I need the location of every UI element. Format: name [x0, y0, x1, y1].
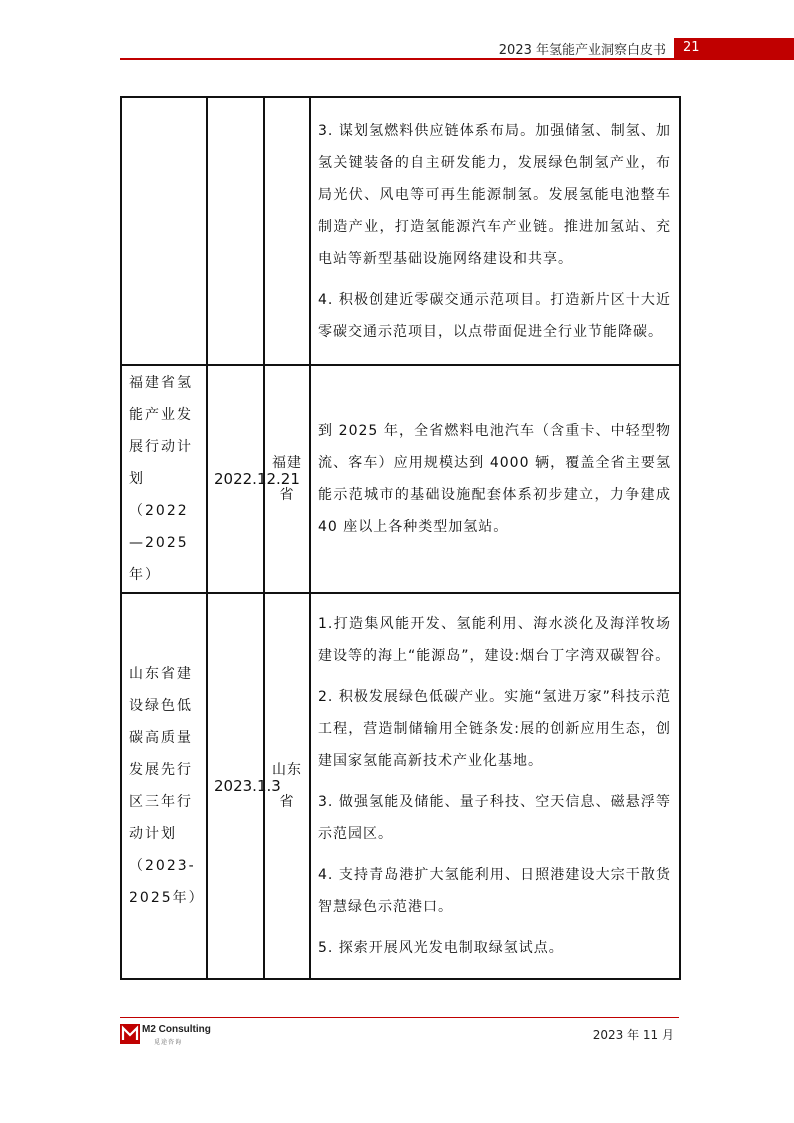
table-row: [121, 365, 680, 593]
issue-date-cell: [207, 97, 264, 365]
region-cell: 福建省: [264, 365, 310, 593]
logo-subtext: 觅途咨询: [154, 1039, 183, 1046]
content-item: 5. 探索开展风光发电制取绿氢试点。: [318, 940, 564, 956]
policy-content-cell: [310, 97, 680, 365]
issue-date-cell: 2023.1.3: [207, 593, 264, 979]
policy-name-cell: [121, 97, 207, 365]
footer-divider: [120, 1017, 679, 1018]
m2-logo-icon: [120, 1024, 140, 1044]
region-cell: 山东省: [264, 593, 310, 979]
content-item: 到 2025 年，全省燃料电池汽车（含重卡、中轻型物流、客车）应用规模达到 4000 辆，覆盖全省主要氢能示范城市的基础设施配套体系初步建立，力争建成 40 座以上各种类型加氢站。: [318, 423, 671, 535]
content-item: 3. 谋划氢燃料供应链体系布局。加强储氢、制氢、加氢关键装备的自主研发能力，发展绿色制氢产业，布局光伏、风电等可再生能源制氢。发展氢能电池整车制造产业，打造氢能源汽车产业链。推进加氢站、充电站等新型基础设施网络建设和共享。: [318, 122, 671, 267]
policy-content-cell: [310, 365, 680, 593]
content-item: 2. 积极发展绿色低碳产业。实施“氢进万家”科技示范工程，营造制储输用全链条发:展的创新应用生态，创建国家氢能高新技术产业化基地。: [318, 689, 671, 769]
content-item: 4. 积极创建近零碳交通示范项目。打造新片区十大近零碳交通示范项目，以点带面促进全行业节能降碳。: [318, 291, 671, 340]
page-number-badge: 21: [674, 38, 794, 58]
logo-text: M2 Consulting: [142, 1024, 211, 1035]
document-title: 2023 年氢能产业洞察白皮书: [498, 43, 666, 58]
content-item: 3. 做强氢能及储能、量子科技、空天信息、磁悬浮等示范园区。: [318, 794, 671, 842]
policy-name-cell: 山东省建设绿色低碳高质量发展先行区三年行动计划（2023-2025年）: [121, 593, 207, 979]
policy-content-cell: [310, 593, 680, 979]
table-row: [121, 97, 680, 365]
issue-date-cell: 2022.12.21: [207, 365, 264, 593]
region-cell: [264, 97, 310, 365]
policy-table: [120, 96, 681, 980]
publish-date: 2023 年 11 月: [592, 1028, 674, 1042]
table-row: [121, 593, 680, 979]
header-divider: [120, 58, 794, 60]
page-header: [0, 38, 794, 58]
policy-name-cell: 福建省氢能产业发展行动计划（2022—2025年）: [121, 365, 207, 593]
content-item: 1.打造集风能开发、氢能利用、海水淡化及海洋牧场建设等的海上“能源岛”，建设:烟台丁字湾双碳智谷。: [318, 616, 671, 664]
content-item: 4. 支持青岛港扩大氢能利用、日照港建设大宗干散货智慧绿色示范港口。: [318, 867, 671, 915]
